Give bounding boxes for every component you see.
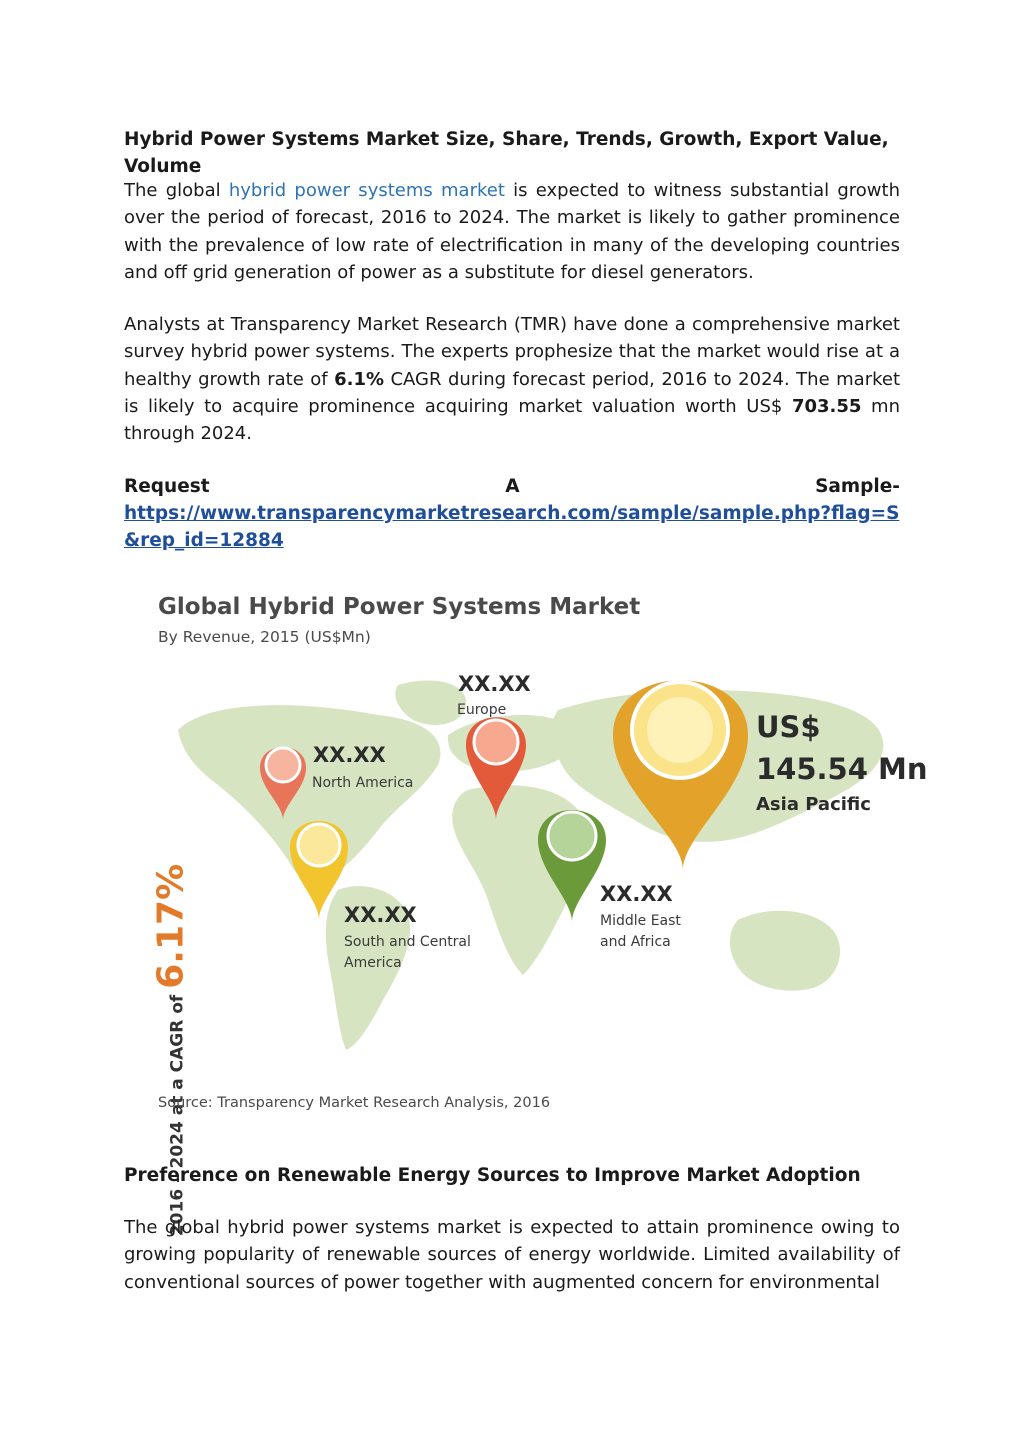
europe-label: Europe xyxy=(457,702,507,718)
intro-text-post: is expected to witness substantial growth over the period of forecast, 2016 to 2024. The market is likely to gather prominence with the prevalence of low rate of electrification in many of the developing countries and off grid generation of power as a substitute for diesel generators. xyxy=(124,180,900,283)
sample-word: Sample- xyxy=(815,476,900,497)
cagr-prefix: 2016 – 2024 at a CAGR of xyxy=(167,988,188,1237)
mea-label-line2: and Africa xyxy=(600,934,671,950)
mea-label-line1: Middle East xyxy=(600,913,681,929)
south-america-value: XX.XX xyxy=(344,903,417,927)
renewable-paragraph-block xyxy=(124,1214,900,1296)
australia-landmass xyxy=(730,911,840,991)
south-america-label-line1: South and Central xyxy=(344,934,471,950)
cagr-figure: 6.17% xyxy=(150,863,192,989)
asia-pacific-value: 145.54 Mn xyxy=(756,752,928,786)
figure-title: Global Hybrid Power Systems Market xyxy=(158,594,641,620)
analysis-text-b: CAGR during forecast period, 2016 to 2024. The market is likely to acquire prominence acquiring market valuation worth US$ xyxy=(124,368,901,417)
section-heading: Preference on Renewable Energy Sources to Improve Market Adoption xyxy=(124,1165,861,1186)
greenland-landmass xyxy=(395,681,466,725)
article-title-block xyxy=(124,126,900,180)
mea-value: XX.XX xyxy=(600,882,673,906)
intro-paragraph-block xyxy=(124,177,900,286)
request-word: Request xyxy=(124,476,210,497)
south-america-label-line2: America xyxy=(344,955,402,971)
asia-pacific-pin xyxy=(613,680,748,870)
asia-pacific-label: Asia Pacific xyxy=(756,794,871,815)
analysis-paragraph xyxy=(124,311,900,447)
section-heading-block xyxy=(124,1162,900,1189)
asia-pacific-currency: US$ xyxy=(756,710,821,744)
analysis-text-a: Analysts at Transparency Market Research (TMR) have done a comprehensive market survey hybrid power systems. The experts prophesize that the market would rise at a healthy growth rate of xyxy=(124,314,900,390)
cagr-value: 6.1% xyxy=(334,368,385,390)
request-sample-label xyxy=(124,473,900,500)
figure-subtitle: By Revenue, 2015 (US$Mn) xyxy=(158,628,371,646)
request-sample-block xyxy=(124,473,900,554)
north-america-label: North America xyxy=(312,775,414,791)
figure-source: Source: Transparency Market Research Analysis, 2016 xyxy=(158,1095,551,1111)
hybrid-power-systems-market-link[interactable]: hybrid power systems market xyxy=(228,180,505,201)
market-valuation: 703.55 xyxy=(791,395,862,417)
a-word: A xyxy=(505,476,520,497)
analysis-text-c: mn through 2024. xyxy=(124,395,900,445)
renewable-paragraph: The global hybrid power systems market is expected to attain prominence owing to growing popularity of renewable sources of energy worldwide. Limited availability of conventional sources of power together with augmented concern for environmental xyxy=(124,1217,900,1293)
article-title: Hybrid Power Systems Market Size, Share, Trends, Growth, Export Value, Volume xyxy=(124,129,889,177)
intro-text-pre: The global xyxy=(124,180,229,201)
europe-value: XX.XX xyxy=(458,672,531,696)
intro-paragraph xyxy=(124,177,900,286)
analysis-paragraph-block xyxy=(124,311,900,447)
world-map xyxy=(148,590,928,1120)
request-sample-link[interactable]: https://www.transparencymarketresearch.com/sample/sample.php?flag=S&rep_id=12884 xyxy=(124,503,900,551)
north-america-value: XX.XX xyxy=(313,743,386,767)
